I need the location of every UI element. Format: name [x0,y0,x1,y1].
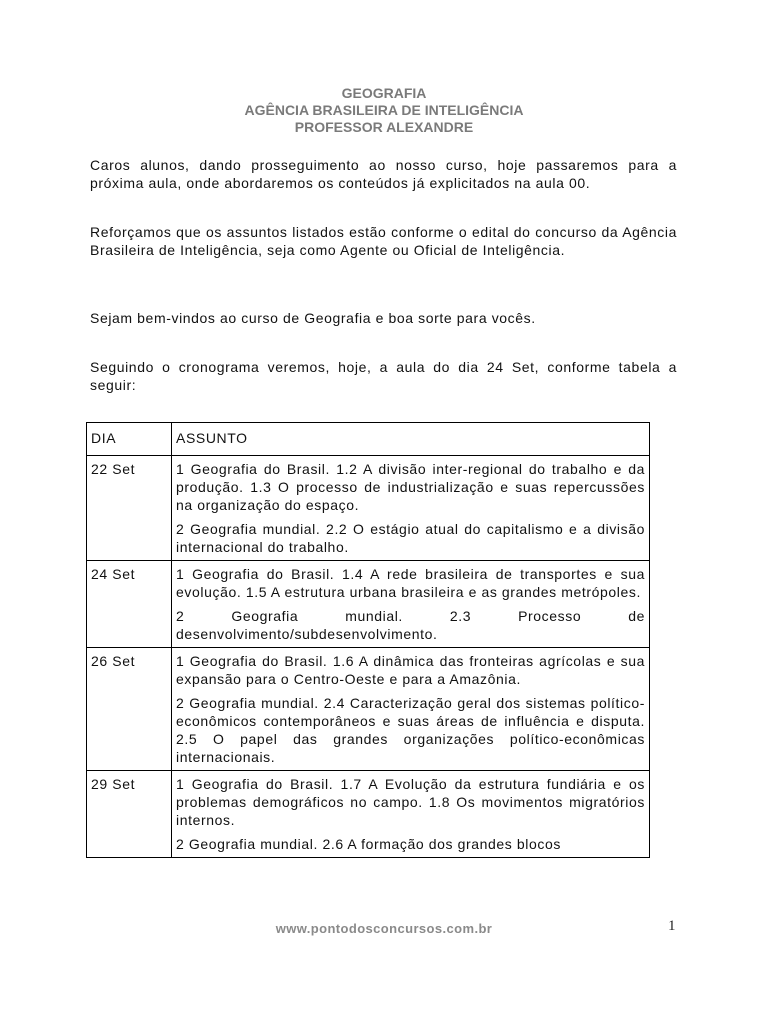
column-header-subject: ASSUNTO [172,423,650,456]
subject-item: 2 Geografia mundial. 2.3 Processo de desenvolvimento/subdesenvolvimento. [176,608,645,642]
column-header-day: DIA [87,423,172,456]
row-subject [172,561,650,648]
subject-item: 2 Geografia mundial. 2.2 O estágio atual do capitalismo e a divisão internacional do trabalho. [176,521,645,555]
edital-paragraph: Reforçamos que os assuntos listados estão conforme o edital do concurso da Agência Brasileira de Inteligência, seja como Agente ou Oficial de Inteligência. [90,224,677,258]
subject-item: 2 Geografia mundial. 2.4 Caracterização geral dos sistemas político-econômicos contemporâneos e suas áreas de influência e disputa. 2.5 O papel das grandes organizações político-econômicas internacionais. [176,695,645,765]
row-day: 22 Set [87,456,172,561]
row-day: 26 Set [87,648,172,771]
table-row [87,456,650,561]
subject-item: 1 Geografia do Brasil. 1.2 A divisão inter-regional do trabalho e da produção. 1.3 O processo de industrialização e suas repercussões na organização do espaço. [176,461,645,513]
page-number: 1 [668,918,676,934]
row-subject [172,648,650,771]
header-agency: AGÊNCIA BRASILEIRA DE INTELIGÊNCIA [244,102,524,118]
row-subject [172,771,650,858]
table-row [87,771,650,858]
header-subject: GEOGRAFIA [341,85,427,101]
schedule-intro-paragraph: Seguindo o cronograma veremos, hoje, a aula do dia 24 Set, conforme tabela a seguir: [90,359,677,393]
row-subject [172,456,650,561]
footer-url: www.pontodosconcursos.com.br [275,921,493,936]
document-header [0,85,768,136]
subject-item: 2 Geografia mundial. 2.6 A formação dos grandes blocos [176,836,561,852]
header-professor: PROFESSOR ALEXANDRE [294,119,474,135]
row-day: 29 Set [87,771,172,858]
subject-item: 1 Geografia do Brasil. 1.7 A Evolução da estrutura fundiária e os problemas demográficos no campo. 1.8 Os movimentos migratórios internos. [176,776,645,828]
subject-item: 1 Geografia do Brasil. 1.4 A rede brasileira de transportes e sua evolução. 1.5 A estrutura urbana brasileira e as grandes metrópoles. [176,566,645,600]
subject-item: 1 Geografia do Brasil. 1.6 A dinâmica das fronteiras agrícolas e sua expansão para o Centro-Oeste e para a Amazônia. [176,653,645,687]
row-day: 24 Set [87,561,172,648]
intro-paragraph: Caros alunos, dando prosseguimento ao nosso curso, hoje passaremos para a próxima aula, onde abordaremos os conteúdos já explicitados na aula 00. [90,157,677,191]
table-row [87,648,650,771]
schedule-table [86,422,650,858]
welcome-paragraph: Sejam bem-vindos ao curso de Geografia e boa sorte para vocês. [90,310,536,326]
table-row [87,561,650,648]
table-header-row [87,423,650,456]
